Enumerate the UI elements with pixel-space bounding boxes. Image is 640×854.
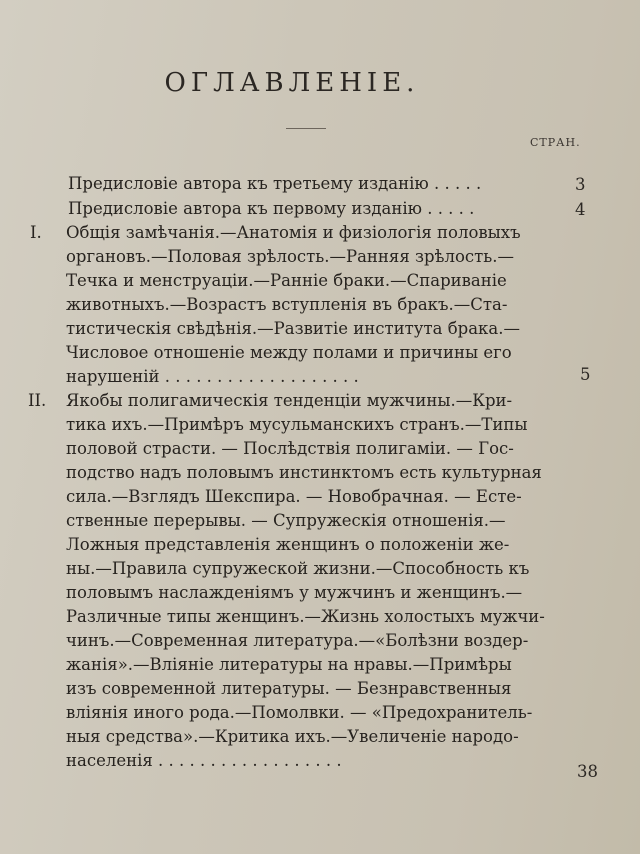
toc-line: тика ихъ.—Примѣръ мусульманскихъ странъ.—Типы xyxy=(66,415,528,434)
toc-line: ны.—Правила супружеской жизни.—Способность къ xyxy=(66,559,530,578)
toc-page-number: 38 xyxy=(577,762,598,781)
toc-line: Якобы полигамическія тенденціи мужчины.—Кри- xyxy=(66,391,513,410)
toc-line: Ложныя представленія женщинъ о положеніи же- xyxy=(66,535,510,554)
page-column-header: СТРАН. xyxy=(530,136,581,149)
toc-line: тистическія свѣдѣнія.—Развитіе института брака.— xyxy=(66,319,520,338)
chapter-numeral: II. xyxy=(28,391,47,410)
toc-line: чинъ.—Современная литература.—«Болѣзни воздер- xyxy=(66,631,529,650)
toc-line: нарушеній . . . . . . . . . . . . . . . . . . . xyxy=(66,367,359,386)
toc-line: Числовое отношеніе между полами и причины его xyxy=(66,343,512,362)
toc-line: подство надъ половымъ инстинктомъ есть культурная xyxy=(66,463,542,482)
toc-page-number: 5 xyxy=(580,365,591,384)
toc-line: ственные перерывы. — Супружескія отношенія.— xyxy=(66,511,506,530)
toc-page-number: 3 xyxy=(575,175,586,194)
toc-line: сила.—Взглядъ Шекспира. — Новобрачная. — Есте- xyxy=(66,487,522,506)
toc-line: половымъ наслажденіямъ у мужчинъ и женщинъ.— xyxy=(66,583,523,602)
page-title: ОГЛАВЛЕНІЕ. xyxy=(164,68,420,98)
chapter-numeral: I. xyxy=(30,223,42,242)
toc-line: животныхъ.—Возрастъ вступленія въ бракъ.—Ста- xyxy=(66,295,508,314)
toc-line: Общія замѣчанія.—Анатомія и физіологія половыхъ xyxy=(66,223,521,242)
toc-line: органовъ.—Половая зрѣлость.—Ранняя зрѣлость.— xyxy=(66,247,515,266)
title-divider xyxy=(286,128,326,129)
toc-line: Течка и менструаціи.—Ранніе браки.—Спариваніе xyxy=(66,271,507,290)
toc-page-number: 4 xyxy=(575,200,586,219)
toc-line: Предисловіе автора къ третьему изданію . . . . . xyxy=(68,174,482,193)
toc-line: половой страсти. — Послѣдствія полигаміи. — Гос- xyxy=(66,439,514,458)
toc-line: вліянія иного рода.—Помолвки. — «Предохранитель- xyxy=(66,703,533,722)
toc-line: изъ современной литературы. — Безнравственныя xyxy=(66,679,512,698)
toc-line: ныя средства».—Критика ихъ.—Увеличеніе народо- xyxy=(66,727,519,746)
toc-line: жанія».—Вліяніе литературы на нравы.—Примѣры xyxy=(66,655,512,674)
toc-line: Предисловіе автора къ первому изданію . . . . . xyxy=(68,199,475,218)
toc-line: населенія . . . . . . . . . . . . . . . . . . xyxy=(66,751,342,770)
toc-line: Различные типы женщинъ.—Жизнь холостыхъ мужчи- xyxy=(66,607,545,626)
